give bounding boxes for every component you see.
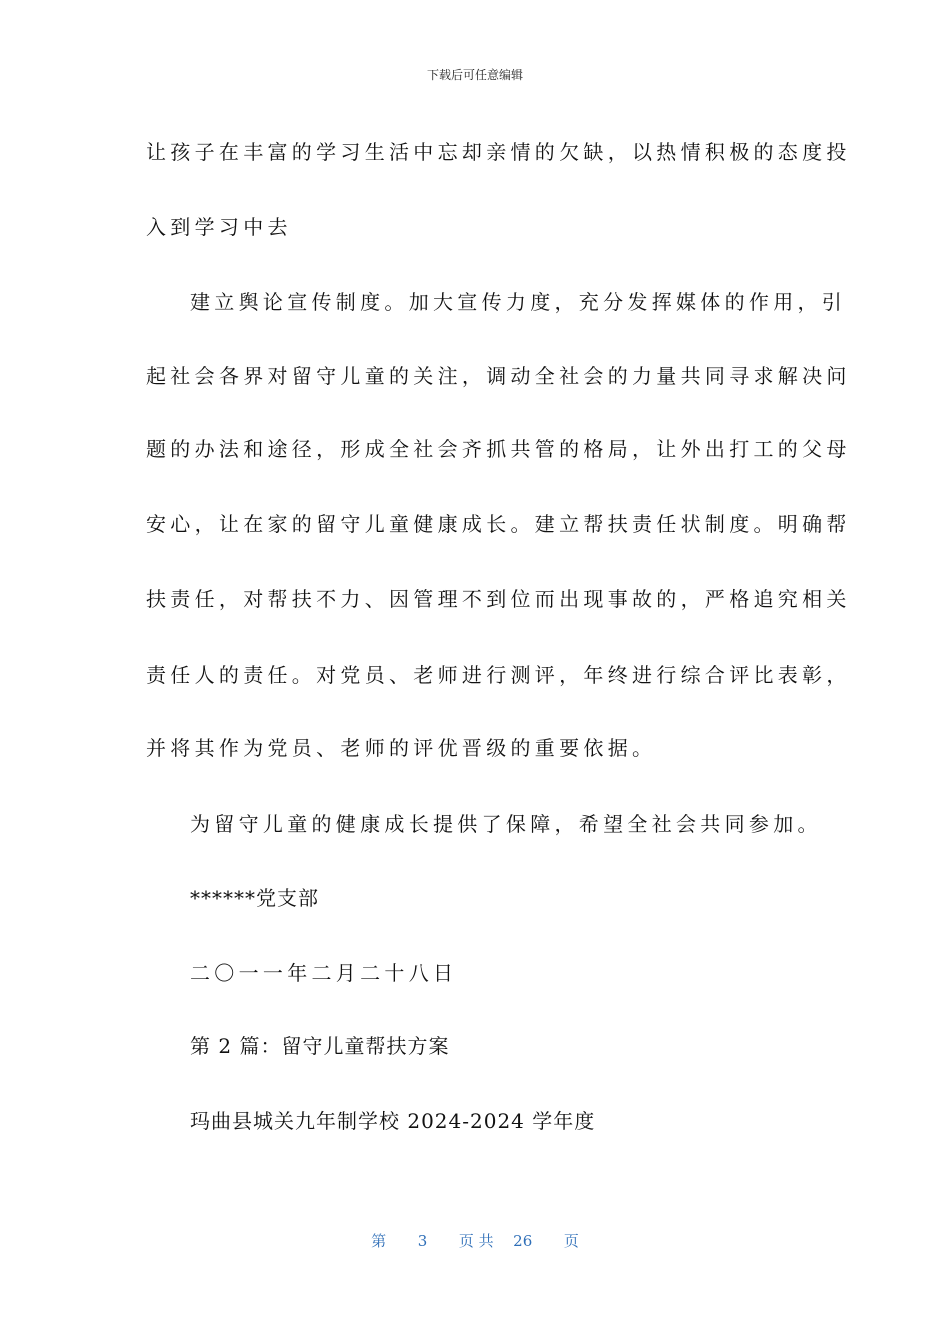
body-line: 并将其作为党员、老师的评优晋级的重要依据。 — [146, 736, 657, 760]
signature-org: ******党支部 — [190, 886, 319, 910]
body-line: 扶责任，对帮扶不力、因管理不到位而出现事故的，严格追究相关 — [146, 587, 851, 611]
body-line: 让孩子在丰富的学习生活中忘却亲情的欠缺，以热情积极的态度投 — [146, 140, 851, 164]
paragraph-start-line: 为留守儿童的健康成长提供了保障，希望全社会共同参加。 — [190, 812, 822, 836]
section-heading: 第 2 篇：留守儿童帮扶方案 — [190, 1034, 450, 1058]
body-line: 安心，让在家的留守儿童健康成长。建立帮扶责任状制度。明确帮 — [146, 512, 851, 536]
school-year-line: 玛曲县城关九年制学校 2024-2024 学年度 — [190, 1109, 596, 1133]
paragraph-start-line: 建立舆论宣传制度。加大宣传力度，充分发挥媒体的作用，引 — [190, 290, 847, 314]
page-header: 下载后可任意编辑 — [426, 68, 523, 82]
body-line: 责任人的责任。对党员、老师进行测评，年终进行综合评比表彰， — [146, 663, 851, 687]
body-line: 入到学习中去 — [146, 215, 292, 239]
signature-date: 二〇一一年二月二十八日 — [190, 961, 458, 985]
footer-mid: 页 共 — [458, 1232, 494, 1250]
footer-total-pages: 26 — [513, 1232, 533, 1250]
body-line: 起社会各界对留守儿童的关注，调动全社会的力量共同寻求解决问 — [146, 364, 851, 388]
footer-prefix: 第 — [371, 1232, 387, 1250]
footer-current-page: 3 — [417, 1232, 428, 1250]
footer-suffix: 页 — [563, 1232, 579, 1250]
page-footer — [0, 1230, 950, 1251]
body-line: 题的办法和途径，形成全社会齐抓共管的格局，让外出打工的父母 — [146, 437, 851, 461]
